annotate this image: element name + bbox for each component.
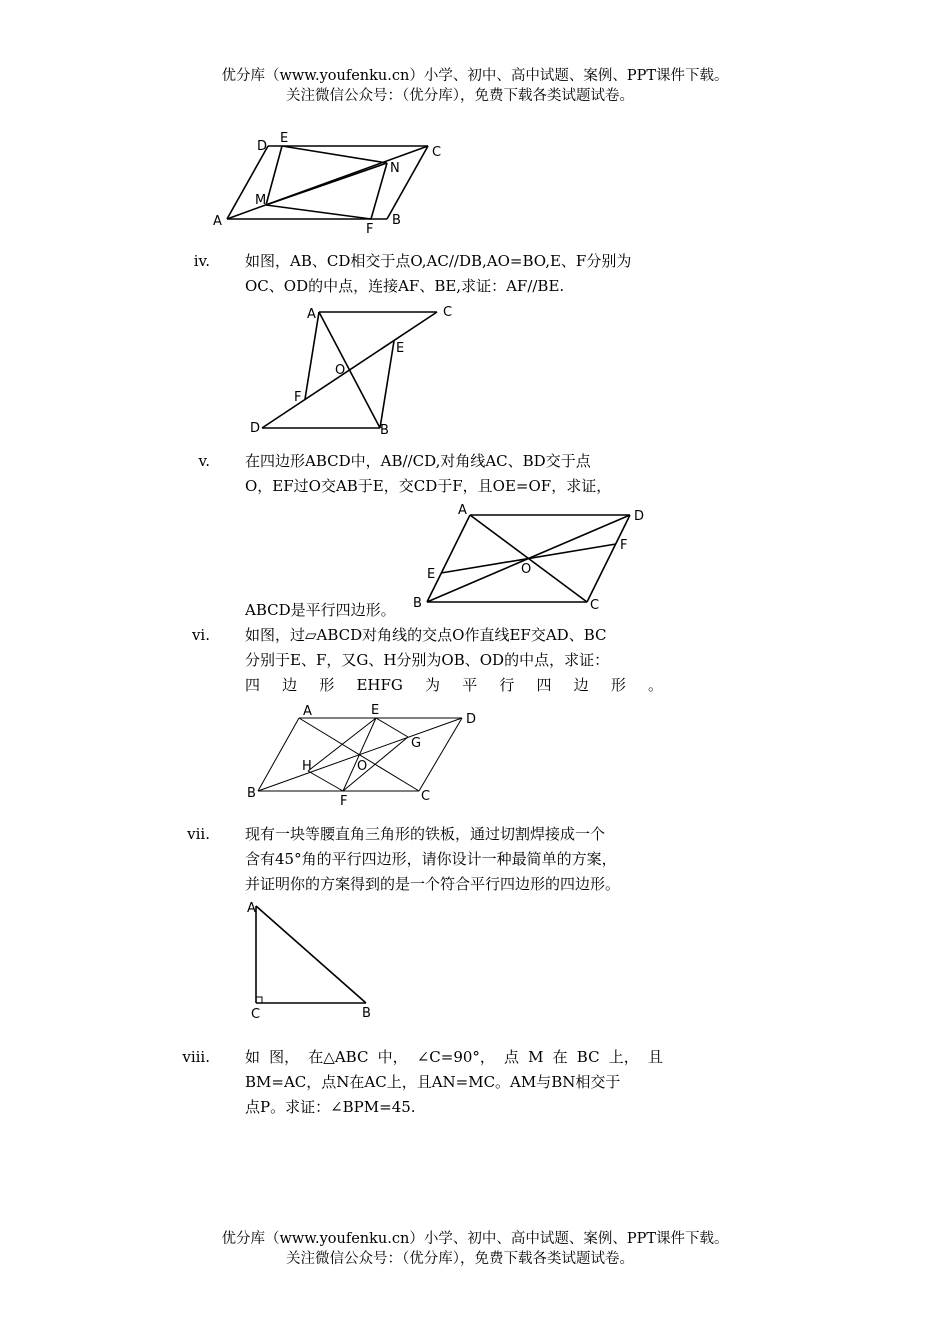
header-line-1: 优分库（www.youfenku.cn）小学、初中、高中试题、案例、PPT课件下载。 bbox=[221, 68, 729, 84]
label: C bbox=[590, 598, 600, 613]
page-footer bbox=[0, 1229, 950, 1269]
problem-number: vi. bbox=[191, 626, 210, 644]
label: A bbox=[458, 503, 467, 518]
label: B bbox=[413, 596, 422, 611]
problem-number: vii. bbox=[187, 825, 210, 843]
header-line-2: 关注微信公众号：（优分库），免费下载各类试题试卷。 bbox=[286, 88, 634, 104]
problem-vi-text: 如图，过▱ABCD对角线的交点O作直线EF交AD、BC 分别于E、F，又G、H分别为OB、OD的中点，求证： 四 边 形 EHFG 为 平 行 四 边 形 。 bbox=[245, 623, 663, 698]
problem-number: iv. bbox=[193, 252, 210, 270]
label: D bbox=[257, 139, 268, 154]
label: E bbox=[396, 341, 405, 356]
justified-line: 四 边 形 EHFG 为 平 行 四 边 形 。 bbox=[245, 676, 663, 694]
label: N bbox=[390, 161, 400, 176]
problem-number: viii. bbox=[182, 1048, 210, 1066]
problem-v-text-end: ABCD是平行四边形。 bbox=[245, 601, 396, 619]
label: O bbox=[357, 759, 368, 774]
footer-line-1: 优分库（www.youfenku.cn）小学、初中、高中试题、案例、PPT课件下载。 bbox=[221, 1231, 729, 1247]
problem-vii-text: 现有一块等腰直角三角形的铁板，通过切割焊接成一个 含有45°角的平行四边形，请你设计一种最简单的方案， 并证明你的方案得到的是一个符合平行四边形的四边形。 bbox=[245, 825, 621, 893]
label: H bbox=[302, 759, 312, 774]
label: C bbox=[443, 305, 453, 320]
justified-line: 如 图， 在△ABC 中， ∠C=90°， 点 M 在 BC 上， 且 bbox=[245, 1048, 663, 1066]
label: F bbox=[620, 538, 628, 553]
label: M bbox=[255, 193, 267, 208]
label: A bbox=[303, 704, 312, 719]
label: O bbox=[521, 562, 532, 577]
label: D bbox=[250, 421, 261, 436]
label: D bbox=[634, 509, 645, 524]
problem-viii-text: 如 图， 在△ABC 中， ∠C=90°， 点 M 在 BC 上， 且 BM=AC，点N在AC上，且AN=MC。AM与BN相交于 点P。求证：∠BPM=45. bbox=[245, 1045, 663, 1120]
label: B bbox=[247, 786, 256, 801]
footer-line-2: 关注微信公众号：（优分库），免费下载各类试题试卷。 bbox=[286, 1251, 634, 1267]
label: C bbox=[251, 1007, 261, 1022]
label: F bbox=[366, 222, 374, 237]
label: E bbox=[371, 703, 380, 718]
label: C bbox=[432, 145, 442, 160]
problem-number: v. bbox=[198, 452, 210, 470]
label: B bbox=[380, 423, 389, 438]
label: D bbox=[466, 712, 477, 727]
label: O bbox=[335, 363, 346, 378]
label: B bbox=[392, 213, 401, 228]
label: F bbox=[340, 794, 348, 809]
label: E bbox=[427, 567, 436, 582]
label: E bbox=[280, 131, 289, 146]
label: A bbox=[307, 307, 316, 322]
label: A bbox=[247, 901, 256, 916]
label: A bbox=[213, 214, 222, 229]
label: B bbox=[362, 1006, 371, 1021]
label: F bbox=[294, 390, 302, 405]
label: G bbox=[411, 736, 422, 751]
label: C bbox=[421, 789, 431, 804]
problem-iv-text: 如图，AB、CD相交于点O,AC//DB,AO=BO,E、F分别为 OC、OD的中点，连接AF、BE,求证：AF//BE. bbox=[245, 252, 632, 295]
problem-v-text: 在四边形ABCD中，AB//CD,对角线AC、BD交于点 O，EF过O交AB于E，交CD于F，且OE=OF，求证， bbox=[245, 452, 612, 495]
